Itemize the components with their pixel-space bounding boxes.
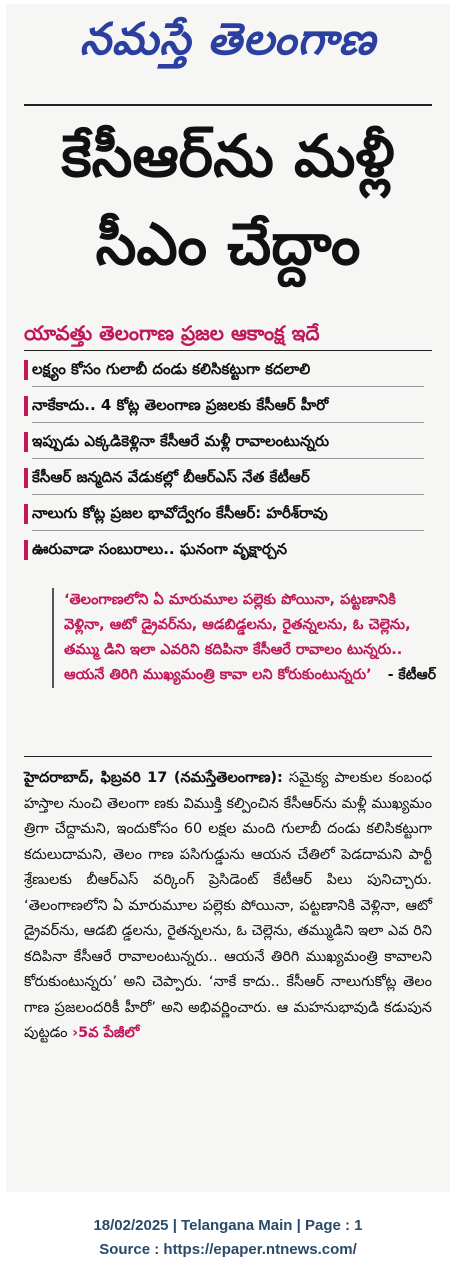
footer-date-page: 18/02/2025 | Telangana Main | Page : 1 [93,1217,363,1234]
subhead-rule [32,386,424,387]
subhead-marker [24,468,28,488]
subhead-marker [24,396,28,416]
kicker-rule [24,350,432,351]
masthead [6,4,450,78]
pull-quote-text: ‘తెలంగాణలోని ఏ మారుమూల పల్లెకు పోయినా, పట్టణానికి వెళ్లినా, ఆటో డ్రైవర్‌ను, ఆడబిడ్డలను, రైతన్నలను, ఓ చెల్లెను, తమ్ము డిని ఇలా ఎవరిని కదిపినా కేసీఆరే రావాలం టున్నరు.. ఆయనే తిరిగి ముఖ్యమంత్రి కావా లని కోరుకుంటున్నరు’ [64,592,411,683]
subhead-rule [32,530,424,531]
subhead-rule [32,422,424,423]
subhead-rule [32,494,424,495]
subhead-marker [24,504,28,524]
source-footer [0,1214,456,1262]
subhead-1: లక్ష్యం కోసం గులాబీ దండు కలిసికట్టుగా కదలాలి [32,360,311,378]
subhead-2: నాకేకాదు.. 4 కోట్ల తెలంగాణ ప్రజలకు కేసీఆర్ హీరో [32,396,329,414]
subhead-marker [24,540,28,560]
newspaper-clipping [6,4,450,1192]
footer-source: Source : https://epaper.ntnews.com/ [99,1241,357,1258]
subhead-6: ఊరువాడా సంబురాలు.. ఘనంగా వృక్షార్చన [32,540,288,558]
article-dateline: హైదరాబాద్, ఫిబ్రవరి 17 (నమస్తేతెలంగాణ): [24,770,283,786]
kicker: యావత్తు తెలంగాణ ప్రజల ఆకాంక్ష ఇదే [24,321,320,345]
article-text: సమైక్య పాలకుల కంబంధ హస్తాల నుంచి తెలంగా ణకు విముక్తి కల్పించిన కేసీఆర్‌ను మళ్లీ ముఖ్యమం త్రిగా చేద్దామని, ఇందుకోసం 60 లక్షల మంది గులాబీ దండు కలిసికట్టుగా కదులుదామని, తెలం గాణ పసిగుడ్డును ఆయన చేతిలో పెడదామని పార్టీ శ్రేణులకు బీఆర్ఎస్ వర్కింగ్ ప్రెసిడెంట్ కేటీఆర్ పిలు పునిచ్చారు. ‘తెలంగాణలోని ఏ మారుమూల పల్లెకు పోయినా, పట్టణానికి వెళ్లినా, ఆటో డ్రైవర్‌ను, ఆడబి డ్డలను, రైతన్నలను, ఓ చెల్లెను, తమ్ముడిని ఇలా ఎవ రిని కదిపినా కేసీఆరే రావాలంటున్నరు.. ఆయనే తిరిగి ముఖ్యమంత్రి కావాలని కోరుకుంటున్నరు’ అని చెప్పారు. ‘నాకే కాదు.. కేసీఆర్ నాలుగుకోట్ల తెలం గాణ ప్రజలందరికీ హీరో’ అని అభివర్ణించారు. ఆ మహనుభావుడి కడుపున పుట్టడం [24,770,432,1041]
subhead-marker [24,360,28,380]
subhead-4: కేసీఆర్ జన్మదిన వేడుకల్లో బీఆర్ఎస్ నేత కేటీఆర్ [32,468,310,486]
article-top-rule [24,756,432,757]
pull-quote [52,588,436,688]
subhead-5: నాలుగు కోట్ల ప్రజల భావోద్వేగం కేసీఆర్: హరీశ్‌రావు [32,504,328,522]
headline-top-rule [24,104,432,106]
subhead-3: ఇప్పుడు ఎక్కడికెళ్లినా కేసీఆరే మళ్లీ రావాలంటున్నరు [32,432,330,450]
pull-quote-attribution: - కేటీఆర్ [387,667,436,683]
continued-on-page-label: ›5వ పేజీలో [72,1025,140,1041]
subhead-marker [24,432,28,452]
article-body [24,766,432,1047]
subhead-rule [32,458,424,459]
headline-line-1: కేసీఆర్‌ను మళ్లీ [61,122,395,190]
masthead-title: నమస్తే తెలంగాణ [79,14,377,65]
headline-line-2: సీఎం చేద్దాం [95,210,361,278]
